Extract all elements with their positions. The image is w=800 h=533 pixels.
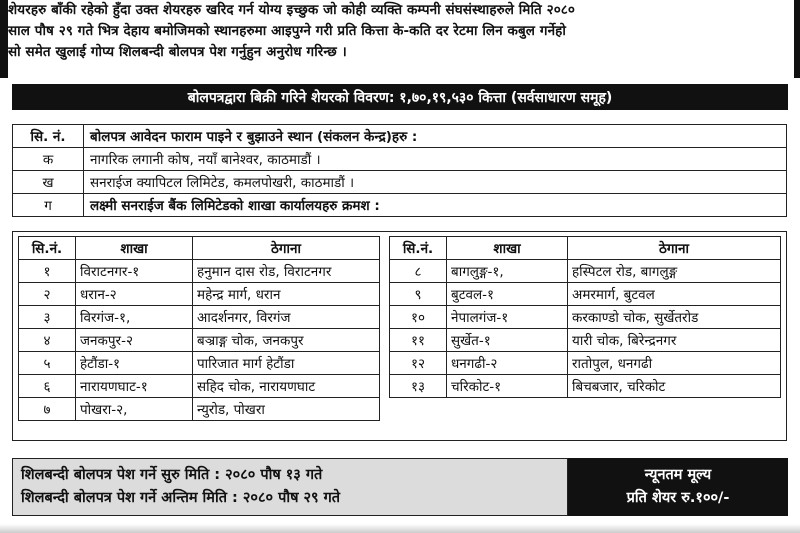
table-row (19, 283, 380, 306)
center-text: लक्ष्मी सनराईज बैंक लिमिटेडको शाखा कार्यालयहरु क्रमश : (84, 194, 787, 217)
header-sn: सि.नं. (390, 237, 447, 260)
branch-address: पारिजात मार्ग हेटौंडा (193, 352, 380, 375)
branch-name: नारायणघाट-१ (76, 375, 193, 398)
table-row (390, 329, 781, 352)
header-address: ठेगाना (568, 237, 781, 260)
left-border-mark (0, 0, 8, 78)
branch-name: जनकपुर-२ (76, 329, 193, 352)
branch-address: रातोपुल, धनगढी (568, 352, 781, 375)
branch-address: महेन्द्र मार्ग, धरान (193, 283, 380, 306)
branch-name: विराटनगर-१ (76, 260, 193, 283)
bid-dates-box (12, 458, 568, 516)
branch-sn: ४ (19, 329, 76, 352)
branch-address: न्युरोड, पोखरा (193, 398, 380, 421)
bid-start-date: शिलबन्दी बोलपत्र पेश गर्ने सुरु मिति : २०८० पौष १३ गते (21, 467, 323, 483)
header-address: ठेगाना (193, 237, 380, 260)
branch-sn: ७ (19, 398, 76, 421)
branch-address: अमरमार्ग, बुटवल (568, 283, 781, 306)
table-row (390, 283, 781, 306)
share-details-banner: बोलपत्रद्वारा बिक्री गरिने शेयरको विवरण: १,७०,१९,५३० कित्ता (सर्वसाधारण समूह) (12, 84, 788, 110)
price-value: प्रति शेयर रु.१००/- (626, 490, 730, 506)
table-row (19, 260, 380, 283)
branch-sn: १ (19, 260, 76, 283)
table-row (13, 148, 787, 171)
table-row (390, 306, 781, 329)
branch-sn: ६ (19, 375, 76, 398)
branch-name: चरिकोट-१ (447, 375, 568, 398)
branch-sn: ८ (390, 260, 447, 283)
branch-sn: २ (19, 283, 76, 306)
table-row (19, 375, 380, 398)
collection-centers-table (12, 124, 787, 217)
branch-address: बिचबजार, चरिकोट (568, 375, 781, 398)
branch-table-right (389, 236, 781, 398)
table-row (390, 352, 781, 375)
center-text: नागरिक लगानी कोष, नयाँ बानेश्वर, काठमाडौं । (84, 148, 787, 171)
right-border-mark (794, 0, 800, 78)
branch-sn: ३ (19, 306, 76, 329)
center-text: सनराईज क्यापिटल लिमिटेड, कमलपोखरी, काठमाडौं । (84, 171, 787, 194)
table-row (390, 260, 781, 283)
branch-address: आदर्शनगर, विरगंज (193, 306, 380, 329)
branch-name: सुर्खेत-१ (447, 329, 568, 352)
bid-end-date: शिलबन्दी बोलपत्र पेश गर्ने अन्तिम मिति : २०८० पौष २९ गते (21, 490, 341, 506)
table-row (390, 375, 781, 398)
branch-name: धरान-२ (76, 283, 193, 306)
table-row (13, 194, 787, 217)
intro-paragraph (8, 0, 792, 63)
branch-name: पोखरा-२, (76, 398, 193, 421)
center-sn: ग (13, 194, 84, 217)
table-header-row (19, 237, 380, 260)
center-sn: क (13, 148, 84, 171)
center-sn: ख (13, 171, 84, 194)
intro-line-1: शेयरहरु बाँकी रहेको हुँदा उक्त शेयरहरु खरिद गर्न योग्य इच्छुक जो कोही व्यक्ति कम्पनी संघसंस्थाहरुले मिति २०८० (8, 2, 576, 18)
branch-address: करकाण्डो चोक, सुर्खेतरोड (568, 306, 781, 329)
branch-name: हेटौंडा-१ (76, 352, 193, 375)
table-row (19, 306, 380, 329)
table-row (13, 125, 787, 148)
price-label: न्यूनतम मूल्य (644, 467, 712, 483)
branch-address: यारी चोक, बिरेन्द्रनगर (568, 329, 781, 352)
branch-table-left (18, 236, 380, 421)
branch-sn: १० (390, 306, 447, 329)
branch-sn: ५ (19, 352, 76, 375)
branch-name: विरगंज-१, (76, 306, 193, 329)
branch-address: बञ्राङ्ग चोक, जनकपुर (193, 329, 380, 352)
table-row (19, 329, 380, 352)
intro-line-3: सो समेत खुलाई गोप्य शिलबन्दी बोलपत्र पेश गर्नुहुन अनुरोध गरिन्छ । (8, 44, 347, 60)
header-branch: शाखा (447, 237, 568, 260)
branch-name: धनगढी-२ (447, 352, 568, 375)
cut-off-text-strip (0, 524, 800, 533)
branch-sn: ११ (390, 329, 447, 352)
table-row (19, 398, 380, 421)
table-row (13, 171, 787, 194)
header-sn: सि.नं. (19, 237, 76, 260)
header-place: बोलपत्र आवेदन फाराम पाइने र बुझाउने स्थान (संकलन केन्द्र)हरु : (84, 125, 787, 148)
branch-address: हस्पिटल रोड, बागलुङ्ग (568, 260, 781, 283)
header-sn: सि. नं. (13, 125, 84, 148)
branch-name: बुटवल-१ (447, 283, 568, 306)
table-header-row (390, 237, 781, 260)
branch-sn: १३ (390, 375, 447, 398)
intro-line-2: साल पौष २९ गते भित्र देहाय बमोजिमको स्थानहरुमा आइपुग्ने गरी प्रति कित्ता के-कति दर रेटमा लिन कबुल गर्नेहो (8, 23, 566, 39)
branch-address: सहिद चोक, नारायणघाट (193, 375, 380, 398)
branch-sn: ९ (390, 283, 447, 306)
branch-name: बागलुङ्ग-१, (447, 260, 568, 283)
branch-offices-box (12, 231, 787, 441)
minimum-price-box (568, 458, 788, 516)
branch-name: नेपालगंज-१ (447, 306, 568, 329)
branch-address: हनुमान दास रोड, विराटनगर (193, 260, 380, 283)
header-branch: शाखा (76, 237, 193, 260)
table-row (19, 352, 380, 375)
branch-sn: १२ (390, 352, 447, 375)
